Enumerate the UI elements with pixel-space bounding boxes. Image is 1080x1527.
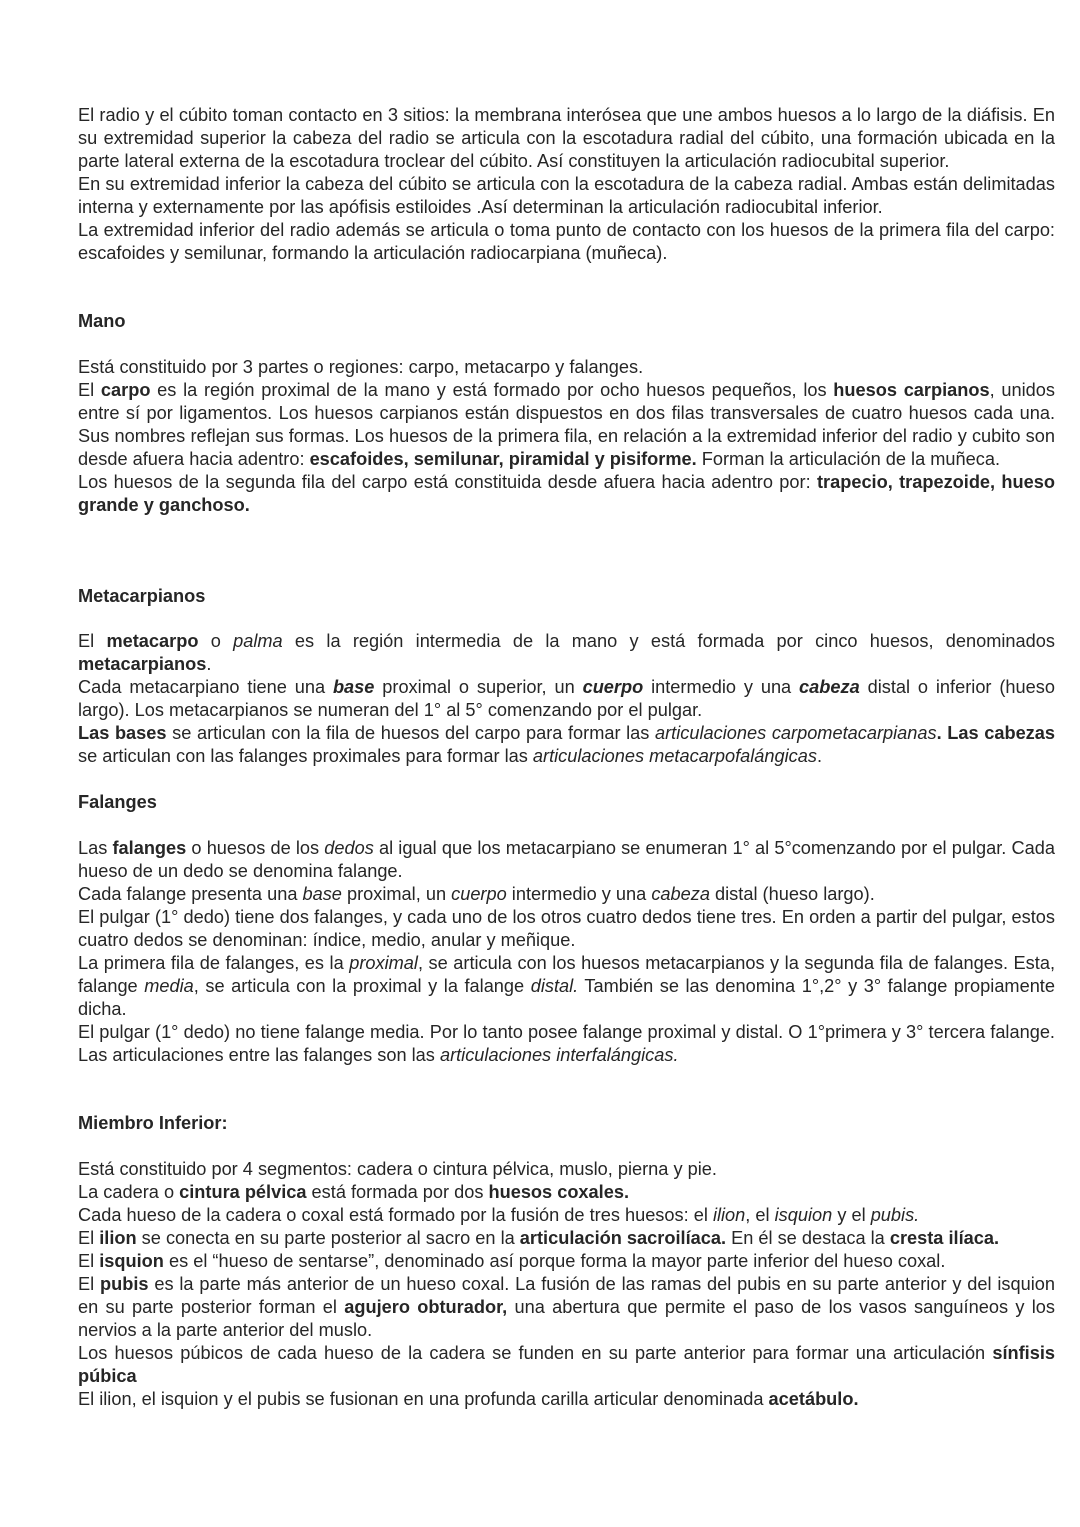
text-run: Cada metacarpiano tiene una xyxy=(78,677,333,697)
italic-text: articulaciones metacarpofalángicas xyxy=(532,746,817,766)
paragraph xyxy=(78,1342,1055,1388)
text-run: La extremidad inferior del radio además se articula o toma punto de contacto con los huesos de la primera fila del carpo: escafoides y semilunar, formando la articulación radiocarpiana (muñeca). xyxy=(78,220,1055,263)
text-run: La cadera o xyxy=(78,1182,180,1202)
text-run: intermedio y una xyxy=(643,677,800,697)
paragraph xyxy=(78,1021,1055,1067)
section-miembro-inferior xyxy=(78,1158,1055,1411)
paragraph xyxy=(78,1227,1055,1250)
paragraph xyxy=(78,952,1055,1021)
text-run: Los huesos púbicos de cada hueso de la cadera se funden en su parte anterior para formar una articulación xyxy=(78,1343,993,1363)
paragraph xyxy=(78,722,1055,768)
italic-text: distal. xyxy=(530,976,579,996)
paragraph xyxy=(78,379,1055,471)
text-run: Las xyxy=(78,838,113,858)
paragraph xyxy=(78,173,1055,219)
text-run: Los huesos de la segunda fila del carpo está constituida desde afuera hacia adentro por: xyxy=(78,472,817,492)
text-run: se articulan con las falanges proximales para formar las xyxy=(78,746,533,766)
bold-text: . Las cabezas xyxy=(936,723,1056,743)
paragraph xyxy=(78,1158,1055,1181)
text-run: una abertura que permite el paso de los vasos sanguíneos y los nervios a la parte anterior del muslo. xyxy=(78,1297,1055,1340)
paragraph xyxy=(78,1250,1055,1273)
bold-italic-text: cabeza xyxy=(799,677,860,697)
italic-text: media xyxy=(144,976,194,996)
text-run: El ilion, el isquion y el pubis se fusionan en una profunda carilla articular denominada xyxy=(78,1389,769,1409)
bold-text: carpo xyxy=(100,380,151,400)
italic-text: base xyxy=(302,884,342,904)
italic-text: articulaciones carpometacarpianas xyxy=(655,723,937,743)
italic-text: palma xyxy=(233,631,283,651)
text-run: Cada hueso de la cadera o coxal está formado por la fusión de tres huesos: el xyxy=(78,1205,713,1225)
heading-falanges: Falanges xyxy=(78,792,157,812)
italic-text: cabeza xyxy=(651,884,710,904)
text-run: es la región intermedia de la mano y está formada por cinco huesos, denominados xyxy=(282,631,1055,651)
text-run: El xyxy=(78,380,101,400)
text-run: El radio y el cúbito toman contacto en 3 sitios: la membrana interósea que une ambos huesos a lo largo de la diáfisis. En su extremidad superior la cabeza del radio se articula con la escotadura radial del cúbito, una formación ubicada en la parte lateral externa de la escotadura troclear del cúbito. Así constituyen la articulación radiocubital superior. xyxy=(78,105,1055,171)
paragraph xyxy=(78,1273,1055,1342)
text-run: , se articula con los huesos metacarpianos y la segunda fila de falanges. Esta, falange xyxy=(78,953,1055,996)
paragraph xyxy=(78,883,1055,906)
italic-text: cuerpo xyxy=(451,884,507,904)
text-run: está formada por dos xyxy=(306,1182,489,1202)
bold-text: falanges xyxy=(112,838,187,858)
bold-text: ilion xyxy=(99,1228,137,1248)
text-run: es el “hueso de sentarse”, denominado así porque forma la mayor parte inferior del hueso coxal. xyxy=(163,1251,946,1271)
section-falanges xyxy=(78,837,1055,1067)
text-run: se articulan con la fila de huesos del carpo para formar las xyxy=(166,723,655,743)
text-run: En él se destaca la xyxy=(726,1228,890,1248)
paragraph xyxy=(78,471,1055,517)
italic-text: isquion xyxy=(774,1205,833,1225)
text-run: intermedio y una xyxy=(506,884,652,904)
bold-text: cresta ilíaca. xyxy=(889,1228,1000,1248)
bold-text: huesos coxales. xyxy=(488,1182,630,1202)
text-run: al igual que los metacarpiano se enumeran 1° al 5°comenzando por el pulgar. Cada hueso de un dedo se denomina falange. xyxy=(78,838,1055,881)
bold-text: acetábulo. xyxy=(768,1389,859,1409)
text-run: , el xyxy=(745,1205,775,1225)
paragraph xyxy=(78,104,1055,173)
heading-miembro-inferior: Miembro Inferior: xyxy=(78,1113,228,1133)
text-run: En su extremidad inferior la cabeza del cúbito se articula con la escotadura de la cabeza radial. Ambas están delimitadas interna y externamente por las apófisis estiloides .Así determinan la articulación radiocubital inferior. xyxy=(78,174,1055,217)
italic-text: pubis. xyxy=(870,1205,920,1225)
text-run: El xyxy=(78,1274,100,1294)
text-run: También se las denomina 1°,2° y 3° falange propiamente dicha. xyxy=(78,976,1055,1019)
text-run: El xyxy=(78,1251,100,1271)
text-run: distal o inferior (hueso largo). Los metacarpianos se numeran del 1° al 5° comenzando por el pulgar. xyxy=(78,677,1055,720)
text-run: Está constituido por 3 partes o regiones: carpo, metacarpo y falanges. xyxy=(78,357,644,377)
paragraph xyxy=(78,676,1055,722)
paragraph xyxy=(78,1388,1055,1411)
section-mano xyxy=(78,356,1055,517)
text-run: Está constituido por 4 segmentos: cadera o cintura pélvica, muslo, pierna y pie. xyxy=(78,1159,717,1179)
italic-text: dedos xyxy=(324,838,374,858)
bold-text: agujero obturador, xyxy=(344,1297,508,1317)
paragraph xyxy=(78,356,1055,379)
bold-text: metacarpianos xyxy=(78,654,207,674)
bold-text: pubis xyxy=(100,1274,149,1294)
text-run: distal (hueso largo). xyxy=(709,884,875,904)
heading-metacarpianos: Metacarpianos xyxy=(78,586,206,606)
text-run: El pulgar (1° dedo) no tiene falange media. Por lo tanto posee falange proximal y distal. O 1°primera y 3° tercera falange. Las articulaciones entre las falanges son las xyxy=(78,1022,1055,1065)
paragraph xyxy=(78,219,1055,265)
bold-text: trapecio, trapezoide, hueso grande y ganchoso. xyxy=(78,472,1055,515)
paragraph xyxy=(78,837,1055,883)
bold-text: metacarpo xyxy=(106,631,199,651)
text-run: proximal, un xyxy=(341,884,452,904)
text-run: El xyxy=(78,1228,100,1248)
text-run: o huesos de los xyxy=(186,838,325,858)
italic-text: articulaciones interfalángicas. xyxy=(439,1045,679,1065)
italic-text: ilion xyxy=(712,1205,746,1225)
bold-text: sínfisis púbica xyxy=(78,1343,1055,1386)
text-run: es la parte más anterior de un hueso coxal. La fusión de las ramas del pubis en su parte anterior y del isquion en su parte posterior forman el xyxy=(78,1274,1055,1317)
paragraph xyxy=(78,1181,1055,1204)
text-run: . xyxy=(206,654,212,674)
bold-italic-text: base xyxy=(332,677,375,697)
text-run: La primera fila de falanges, es la xyxy=(78,953,350,973)
paragraph xyxy=(78,906,1055,952)
bold-text: articulación sacroilíaca. xyxy=(519,1228,727,1248)
bold-italic-text: cuerpo xyxy=(582,677,644,697)
bold-text: escafoides, semilunar, piramidal y pisiforme. xyxy=(309,449,697,469)
text-run: Cada falange presenta una xyxy=(78,884,303,904)
bold-text: huesos carpianos xyxy=(833,380,990,400)
text-run: es la región proximal de la mano y está formado por ocho huesos pequeños, los xyxy=(150,380,834,400)
text-run: Forman la articulación de la muñeca. xyxy=(696,449,1000,469)
bold-text: isquion xyxy=(99,1251,164,1271)
text-run: . xyxy=(817,746,823,766)
text-run: o xyxy=(198,631,234,651)
italic-text: proximal xyxy=(349,953,418,973)
text-run: proximal o superior, un xyxy=(374,677,583,697)
section-radio-cubito xyxy=(78,104,1055,265)
text-run: , se articula con la proximal y la falange xyxy=(193,976,531,996)
text-run: y el xyxy=(832,1205,871,1225)
bold-text: cintura pélvica xyxy=(179,1182,307,1202)
section-metacarpianos xyxy=(78,630,1055,768)
paragraph xyxy=(78,630,1055,676)
bold-text: Las bases xyxy=(78,723,167,743)
paragraph xyxy=(78,1204,1055,1227)
heading-mano: Mano xyxy=(78,311,126,331)
text-run: El xyxy=(78,631,107,651)
text-run: se conecta en su parte posterior al sacro en la xyxy=(136,1228,520,1248)
text-run: El pulgar (1° dedo) tiene dos falanges, y cada uno de los otros cuatro dedos tiene tres. En orden a partir del pulgar, estos cuatro dedos se denominan: índice, medio, anular y meñique. xyxy=(78,907,1055,950)
text-run: , unidos entre sí por ligamentos. Los huesos carpianos están dispuestos en dos filas transversales de cuatro huesos cada una. Sus nombres reflejan sus formas. Los huesos de la primera fila, en relación a la extremidad inferior del radio y cubito son desde afuera hacia adentro: xyxy=(78,380,1055,469)
